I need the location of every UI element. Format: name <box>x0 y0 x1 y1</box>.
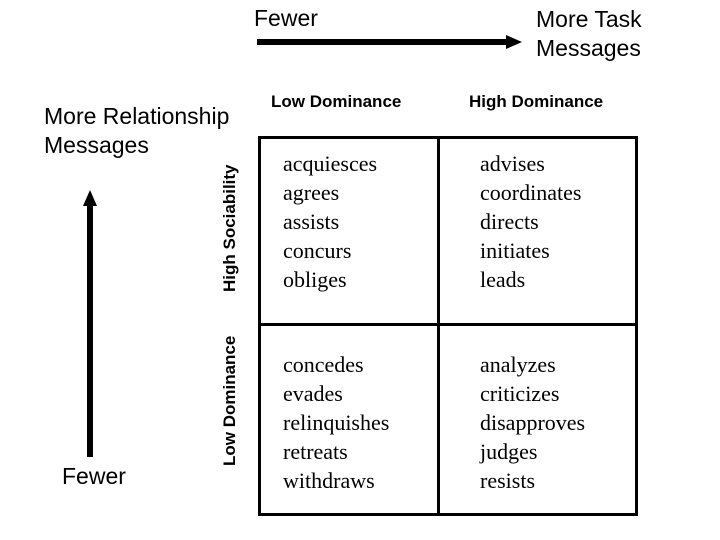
cell-high-sociability-high-dominance <box>480 149 581 294</box>
cell-low-high-dominance <box>480 350 585 495</box>
verb-item: judges <box>480 439 538 464</box>
verb-item: leads <box>480 267 526 292</box>
verb-item: disapproves <box>480 410 586 435</box>
verb-item: retreats <box>283 439 348 464</box>
verb-item: acquiesces <box>283 151 378 176</box>
horizontal-axis-end-label: More Task Messages <box>536 6 642 61</box>
verb-item: directs <box>480 209 539 234</box>
verb-item: advises <box>480 151 545 176</box>
column-header-high-dominance: High Dominance <box>469 92 604 111</box>
column-header-low-dominance: Low Dominance <box>271 92 402 111</box>
verb-item: withdraws <box>283 468 375 493</box>
verb-item: obliges <box>283 267 347 292</box>
horizontal-arrow <box>257 35 522 49</box>
verb-item: analyzes <box>480 352 556 377</box>
verb-item: concedes <box>283 352 364 377</box>
grid-vertical-divider <box>437 136 440 516</box>
row-label-low-dominance: Low Dominance <box>220 335 239 466</box>
grid-horizontal-divider <box>258 323 638 326</box>
horizontal-axis-start-label: Fewer <box>254 5 318 31</box>
verb-item: coordinates <box>480 180 582 205</box>
verb-item: concurs <box>283 238 352 263</box>
verb-item: relinquishes <box>283 410 390 435</box>
row-label-high-sociability: High Sociability <box>220 164 239 292</box>
verb-item: evades <box>283 381 343 406</box>
cell-high-sociability-low-dominance <box>283 149 377 294</box>
vertical-arrow <box>83 190 97 457</box>
verb-item: criticizes <box>480 381 560 406</box>
verb-item: resists <box>480 468 535 493</box>
cell-low-low-dominance <box>283 350 389 495</box>
verb-item: agrees <box>283 180 340 205</box>
vertical-axis-start-label: Fewer <box>62 463 126 489</box>
verb-item: initiates <box>480 238 550 263</box>
vertical-axis-end-label: More Relationship Messages <box>44 103 230 158</box>
verb-item: assists <box>283 209 340 234</box>
